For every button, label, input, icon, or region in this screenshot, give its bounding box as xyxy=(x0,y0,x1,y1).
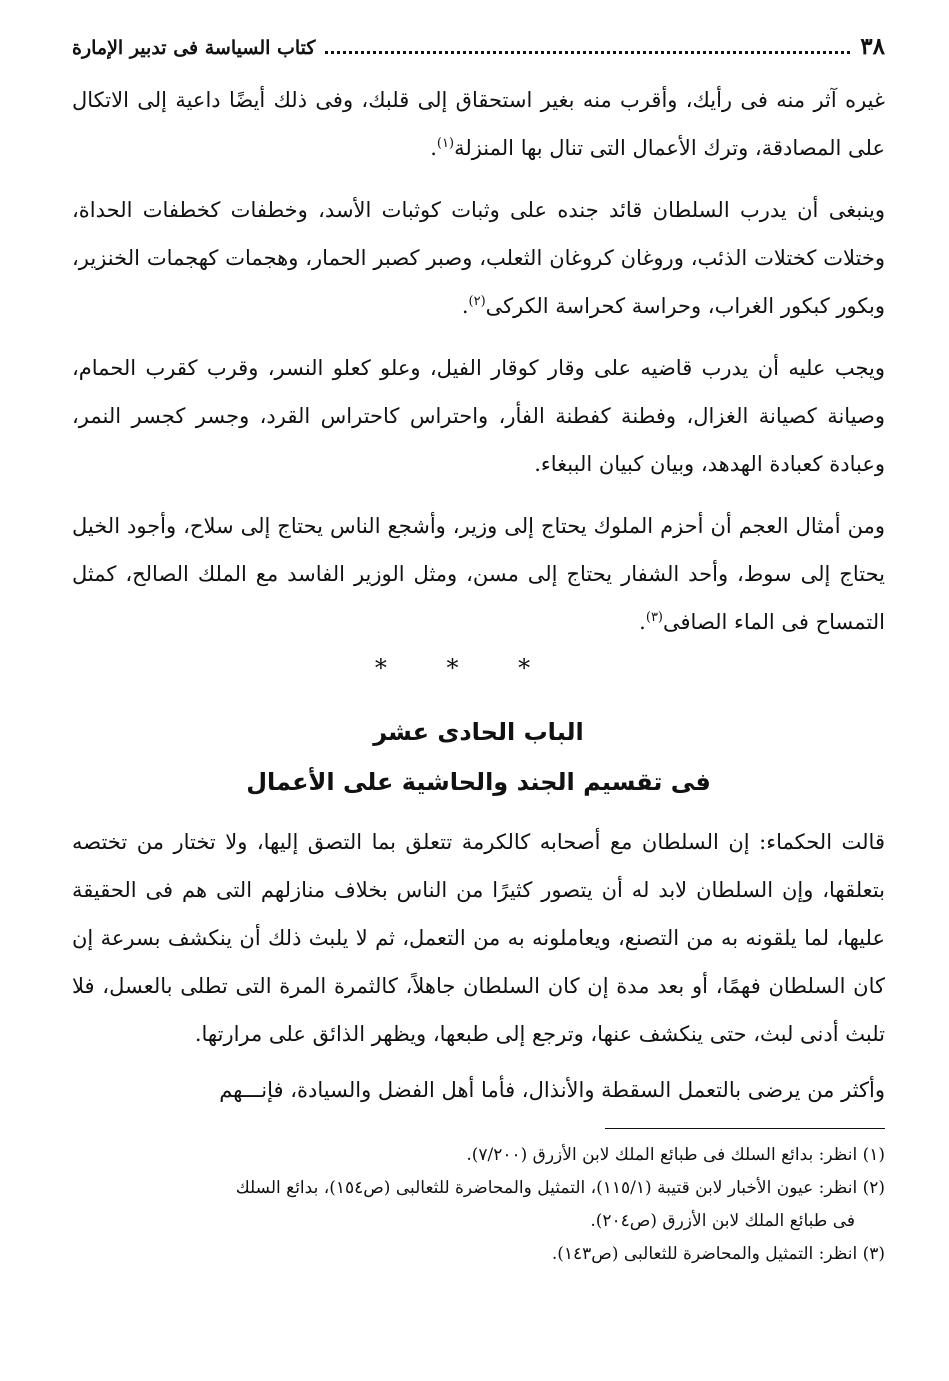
section-separator: * * * xyxy=(374,654,557,682)
paragraph-1-end: . xyxy=(430,136,437,160)
paragraph-5-text: قالت الحكماء: إن السلطان مع أصحابه كالكرمة تتعلق بما التصق إليها، ولا تختار من تختصه بتعلقها، وإن السلطان لابد له أن يتصور كثيرًا من الناس بخلاف منازلهم التى هم فى الحقيقة عليها، لما يلقونه به من التصنع، ويعاملونه به من التعمل، ثم لا يلبث ذلك أن ينكشف بسرعة إن كان السلطان فهمًا، أو بعد مدة إن كان السلطان جاهلاً، كالثمرة المرة التى تطلى بالعسل، فلا تلبث أدنى لبث، حتى ينكشف عنها، وترجع إلى طبعها، ويظهر الذائق على مرارتها. xyxy=(72,830,885,1046)
footnotes xyxy=(72,1139,885,1271)
paragraph-2-text: وينبغى أن يدرب السلطان قائد جنده على وثبات كوثبات الأسد، وخطفات كخطفات الحداة، وختلات كختلات الذئب، وروغان كروغان الثعلب، وصبر كصبر الحمار، وهجمات كهجمات الخنزير، وبكور كبكور الغراب، وحراسة كحراسة الكركى xyxy=(72,198,885,318)
paragraph-5 xyxy=(72,818,885,1058)
book-page xyxy=(72,30,885,1361)
paragraph-4 xyxy=(72,502,885,646)
footnote-mark-1: (١) xyxy=(436,136,455,151)
page-number: ٣٨ xyxy=(860,33,885,60)
footnote-divider xyxy=(605,1128,885,1129)
footnote-2-line-2: فى طبائع الملك لابن الأزرق (ص٢٠٤). xyxy=(590,1211,855,1231)
paragraph-3-text: ويجب عليه أن يدرب قاضيه على وقار كوقار الفيل، وعلو كعلو النسر، وقرب كقرب الحمام، وصيانة كصيانة الغزال، وفطنة كفطنة الفأر، واحتراس كاحتراس القرد، وجسر كجسر النمر، وعبادة كعبادة الهدهد، وبيان كبيان الببغاء. xyxy=(72,356,885,476)
paragraph-4-text: ومن أمثال العجم أن أحزم الملوك يحتاج إلى وزير، وأشجع الناس يحتاج إلى سلاح، وأجود الخيل يحتاج إلى سوط، وأحد الشفار يحتاج إلى مسن، ومثل الوزير الفاسد مع الملك الصالح، كمثل التمساح فى الماء الصافى xyxy=(72,514,885,634)
footnote-2 xyxy=(72,1172,885,1238)
paragraph-2-end: . xyxy=(461,294,469,318)
book-title: كتاب السياسة فى تدبير الإمارة xyxy=(72,37,316,59)
paragraph-1-text: غيره آثر منه فى رأيك، وأقرب منه بغير استحقاق إلى قلبك، وفى ذلك أيضًا داعية إلى الاتكال على المصادقة، وترك الأعمال التى تنال بها المنزلة xyxy=(72,88,885,160)
paragraph-6 xyxy=(72,1066,885,1114)
footnote-3: (٣) انظر: التمثيل والمحاضرة للثعالبى (ص١٤٣). xyxy=(551,1244,885,1264)
paragraph-2 xyxy=(72,186,885,330)
paragraph-4-end: . xyxy=(639,610,646,634)
running-header xyxy=(72,30,885,64)
footnote-1: (١) انظر: بدائع السلك فى طبائع الملك لابن الأزرق (٧/٢٠٠). xyxy=(466,1145,885,1165)
header-dotted-leader xyxy=(325,37,850,54)
paragraph-6-text: وأكثر من يرضى بالتعمل السقطة والأنذال، فأما أهل الفضل والسيادة، فإنـــهم xyxy=(219,1078,885,1102)
footnote-mark-2: (٢) xyxy=(468,294,486,309)
footnote-2-line-1: (٢) انظر: عيون الأخبار لابن قتيبة (١١٥/١)، التمثيل والمحاضرة للثعالبى (ص١٥٤)، بدائع السلك xyxy=(235,1178,885,1198)
footnote-mark-3: (٣) xyxy=(645,610,663,625)
chapter-number-heading: الباب الحادى عشر xyxy=(373,718,584,746)
paragraph-3 xyxy=(72,344,885,488)
chapter-subject-heading: فى تقسيم الجند والحاشية على الأعمال xyxy=(246,768,711,796)
paragraph-1 xyxy=(72,76,885,172)
